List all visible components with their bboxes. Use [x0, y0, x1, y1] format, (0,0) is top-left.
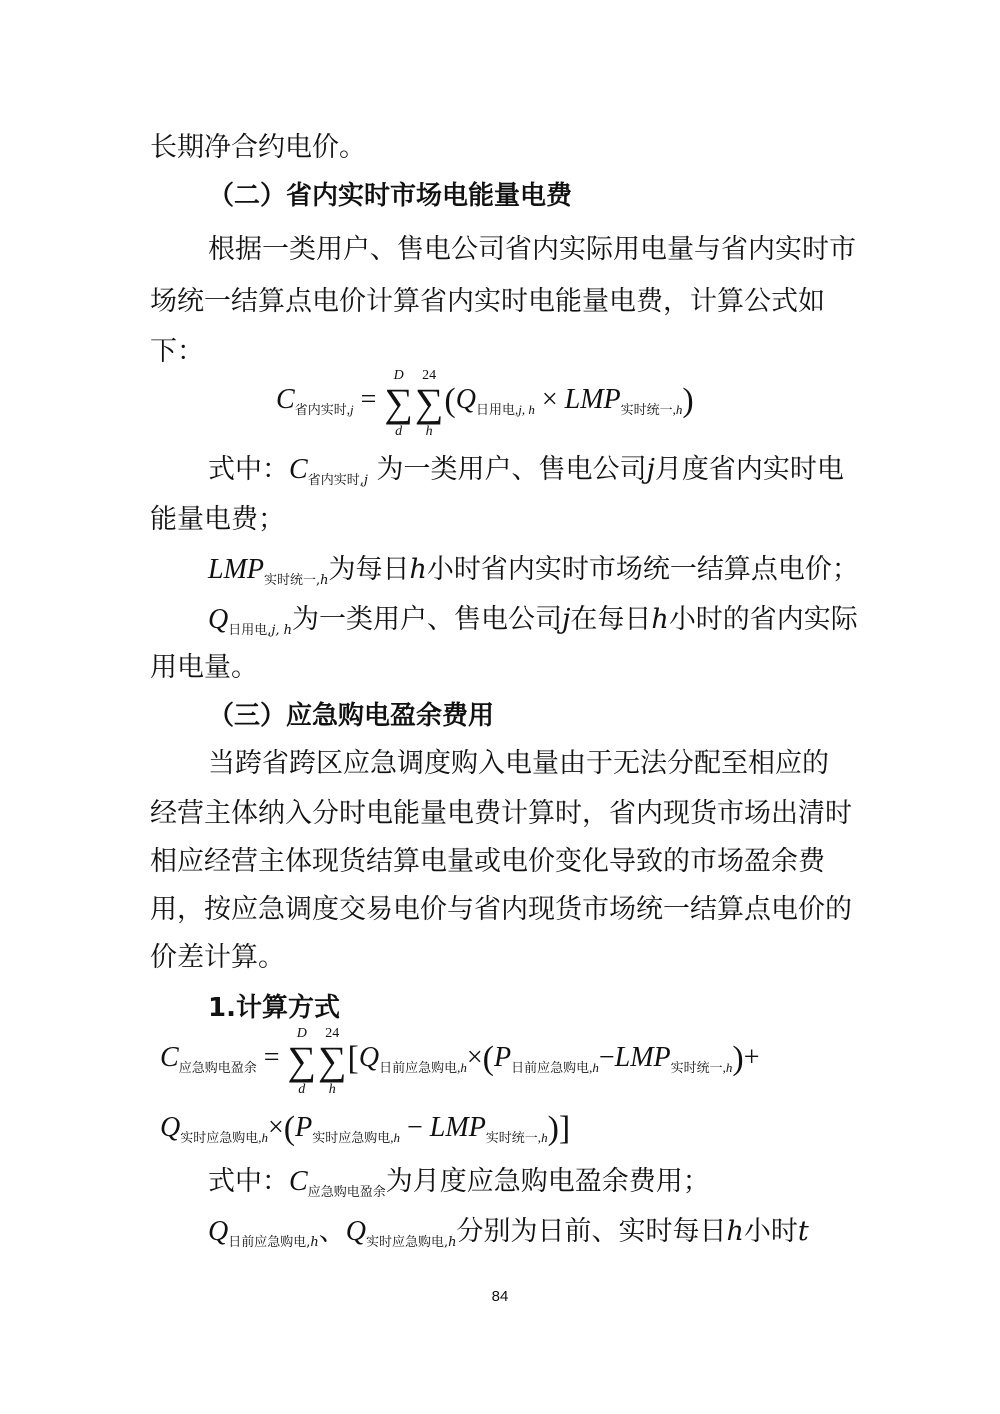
text-line: 经营主体纳入分时电能量电费计算时，省内现货市场出清时 [150, 798, 852, 829]
text-line: 能量电费； [150, 504, 285, 535]
section-heading-3: （三）应急购电盈余费用 [208, 701, 495, 731]
text-line: 长期净合约电价。 [150, 132, 366, 163]
page-number: 84 [491, 1288, 509, 1305]
text-line: 当跨省跨区应急调度购入电量由于无法分配至相应的 [208, 748, 829, 779]
definition-line: 式中：$C_{省内实时,j}$ 为一类用户、售电公司j月度省内实时电 [208, 454, 844, 488]
definition-line: $LMP_{实时统一,h}$为每日h小时省内实时市场统一结算点电价； [208, 554, 859, 588]
definition-line: 式中：$C_{应急购电盈余}$为月度应急购电盈余费用； [208, 1166, 710, 1200]
text-line: 相应经营主体现货结算电量或电价变化导致的市场盈余费 [150, 846, 825, 877]
definition-line: $Q_{日前应急购电,h}$、$Q_{实时应急购电,h}$分别为日前、实时每日h小时t [208, 1216, 809, 1250]
definition-line: $Q_{日用电,j, h}$为一类用户、售电公司j在每日h小时的省内实际 [208, 604, 858, 638]
section-heading-2: （二）省内实时市场电能量电费 [208, 181, 573, 211]
text-line: 用，按应急调度交易电价与省内现货市场统一结算点电价的 [150, 894, 852, 925]
formula-emergency-surplus-line1: $C_{应急购电盈余}$ = D ∑ d 24 ∑ h [$Q_{日前应急购电,h}\times(P_{日前应急购电,h}-LMP_{实时统一,h})+$ [160, 1026, 760, 1097]
text-line: 用电量。 [150, 652, 258, 683]
formula-emergency-surplus-line2: $Q_{实时应急购电,h}\times(P_{实时应急购电,h} - LMP_{实时统一,h})$] [160, 1110, 571, 1147]
text-line: 根据一类用户、售电公司省内实际用电量与省内实时市 [208, 234, 856, 265]
formula-realtime-energy-fee: $C_{省内实时,j}$ = D ∑ d 24 ∑ h $(Q_{日用电,j, h} \times LMP_{实时统一,h})$ [276, 368, 694, 439]
text-line: 下： [150, 336, 204, 367]
text-line: 价差计算。 [150, 942, 285, 973]
subsection-heading: 1.计算方式 [208, 993, 340, 1023]
text-line: 场统一结算点电价计算省内实时电能量电费，计算公式如 [150, 286, 825, 317]
